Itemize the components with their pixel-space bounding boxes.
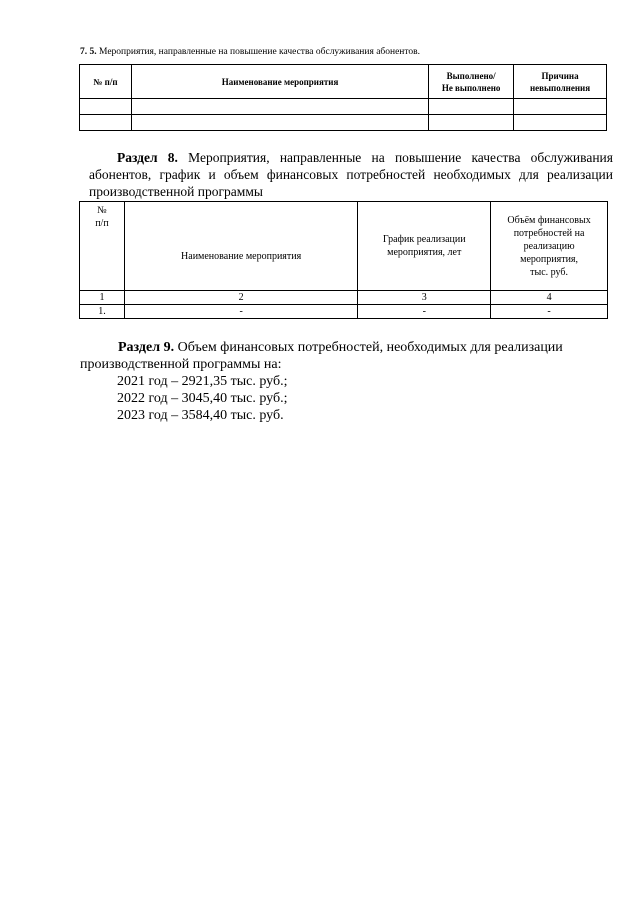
header-measure-name: Наименование мероприятия — [124, 202, 357, 291]
section-9-text: Объем финансовых потребностей, необходимых для реализации производственной программы на: — [80, 340, 563, 372]
table-header-row — [80, 202, 608, 291]
table-cell: - — [124, 305, 357, 319]
header-financial-needs-label: Объём финансовых потребностей на реализацию мероприятия, тыс. руб. — [507, 214, 591, 278]
year-amount-line: 2021 год – 2921,35 тыс. руб.; — [117, 374, 288, 389]
header-measure-name: Наименование мероприятия — [131, 65, 428, 99]
column-number: 3 — [358, 291, 491, 305]
column-number: 2 — [124, 291, 357, 305]
column-number: 1 — [80, 291, 125, 305]
header-schedule — [358, 202, 491, 291]
section-8-label: Раздел 8. — [117, 150, 178, 165]
table-row — [80, 99, 607, 115]
column-number: 4 — [491, 291, 608, 305]
header-schedule-label: График реализации мероприятия, лет — [382, 234, 466, 258]
subsection-title: Мероприятия, направленные на повышение качества обслуживания абонентов. — [96, 47, 421, 57]
header-reason-label: Причина невыполнения — [529, 70, 591, 93]
table-cell — [131, 115, 428, 131]
table-cell — [80, 99, 132, 115]
subsection-7-5-heading — [80, 47, 420, 57]
header-reason — [514, 65, 607, 99]
header-number — [80, 202, 125, 291]
table-row — [80, 305, 608, 319]
table-cell — [514, 99, 607, 115]
section-8-paragraph — [89, 149, 613, 200]
table-cell — [80, 115, 132, 131]
table-cell: - — [358, 305, 491, 319]
year-amount-line: 2022 год – 3045,40 тыс. руб.; — [117, 391, 288, 406]
table-cell — [131, 99, 428, 115]
table-cell — [429, 115, 514, 131]
table-header-row — [80, 65, 607, 99]
subsection-number: 7. 5. — [80, 47, 97, 57]
header-number-label: № п/п — [95, 205, 109, 229]
header-status-label: Выполнено/ Не выполнено — [441, 70, 501, 93]
measures-schedule-table — [79, 201, 608, 319]
section-9-label: Раздел 9. — [118, 340, 175, 355]
table-cell: 1. — [80, 305, 125, 319]
service-quality-measures-table — [79, 64, 607, 131]
table-row — [80, 115, 607, 131]
table-cell — [514, 115, 607, 131]
table-cell — [429, 99, 514, 115]
table-cell: - — [491, 305, 608, 319]
section-8-text: Мероприятия, направленные на повышение качества обслуживания абонентов, график и объем финансовых потребностей необходимых для реализации производственной программы — [89, 150, 613, 199]
header-status — [429, 65, 514, 99]
header-number: № п/п — [80, 65, 132, 99]
column-numbering-row — [80, 291, 608, 305]
section-9-paragraph — [80, 339, 610, 424]
year-amount-line: 2023 год – 3584,40 тыс. руб. — [117, 408, 284, 423]
header-financial-needs — [491, 202, 608, 291]
